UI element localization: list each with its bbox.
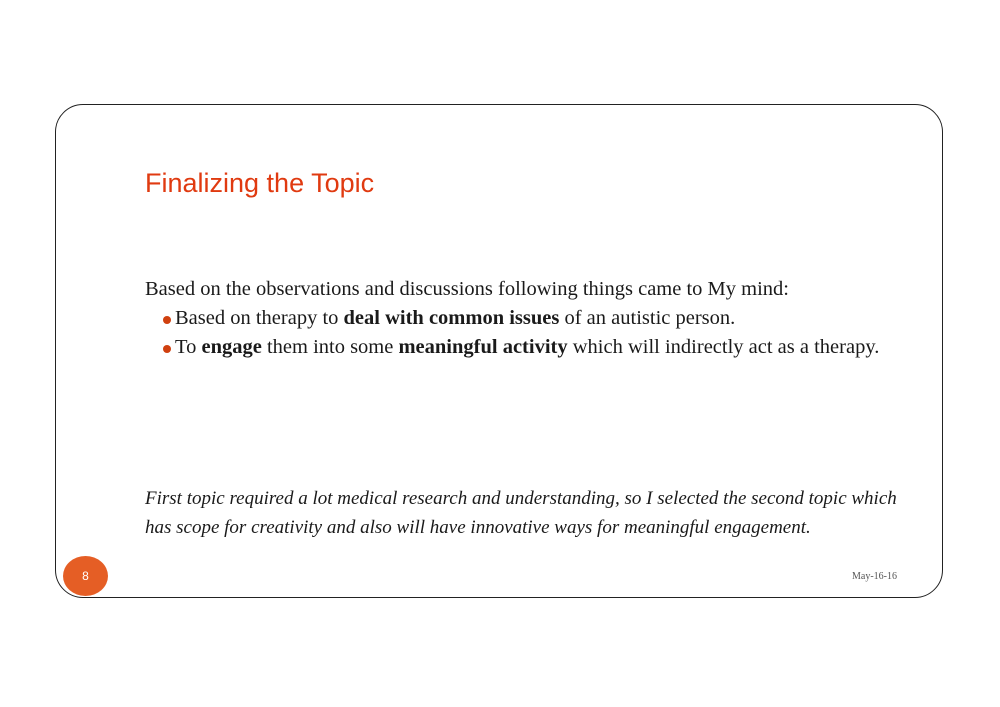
slide-number-badge: 8 <box>63 556 108 596</box>
bullet-dot-icon <box>163 316 171 324</box>
bullet-text: of an autistic person. <box>559 307 736 329</box>
bullet-text: Based on therapy to <box>175 307 344 329</box>
bullet-text: them into some <box>261 336 399 358</box>
bullet-text: To <box>175 336 202 358</box>
conclusion-text: First topic required a lot medical research and understanding, so I selected the second topic which has scope for creativity and also will have innovative ways for meaningful engagement. <box>145 488 897 538</box>
bullet-list <box>145 304 885 362</box>
intro-text: Based on the observations and discussions following things came to My mind: <box>145 278 789 300</box>
bullet-emphasis: deal with common issues <box>343 307 560 329</box>
bullet-dot-icon <box>163 345 171 353</box>
slide-date: May-16-16 <box>852 571 897 582</box>
slide-body <box>145 275 885 362</box>
slide-title: Finalizing the Topic <box>145 168 375 198</box>
bullet-emphasis: meaningful activity <box>398 336 568 358</box>
bullet-item-therapy <box>163 304 885 333</box>
bullet-item-engage <box>163 333 885 362</box>
bullet-text: which will indirectly act as a therapy. <box>567 336 880 358</box>
bullet-emphasis: engage <box>201 336 262 358</box>
